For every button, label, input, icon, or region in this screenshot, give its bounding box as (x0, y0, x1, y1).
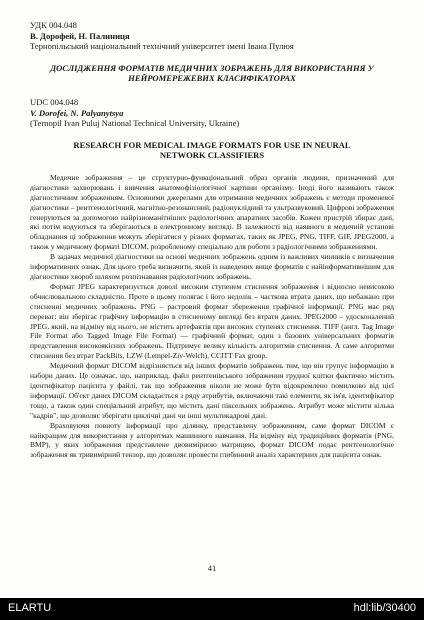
repository-footer (0, 598, 424, 620)
paragraph: Медичний формат DICOM відрізняється від інших форматів зображень тим, що він групує інформацію в набори даних. Це означає, що, наприклад, файл рентгенівського зображення грудної клітки фактично містить ідентифікатор пацієнта у файлі, так що зображення ніколи не може бути відокремлено помилково від цієї інформації. Об'єкт даних DICOM складається з ряду атрибутів, включаючи такі елементи, як ім'я, ідентифікатор тощо, а також один спеціальний атрибут, що містить дані піксельних зображень. Атрибут може містити кілька "кадрів", що дозволяє зберігати циклічні дані чи інші мультикадрові дані. (30, 361, 394, 420)
paragraph: Медичне зображення – це структурно-функціональний образ органів людини, призначений для діагностики захворювань і вивчення анатомофізіологічної картини організму. Іноді його називають також діагностичним зображенням. Основними джерелами для отримання медичних зображень є методи променевої діагностики – рентгенологічний, магнітно-резонансний, радіонуклідний та ультразвуковий. Цифрові зображення генеруються за допомогою найрізноманітніших радіологічних апаратних засобів. Кожен пристрій збирає дані, які потім кодуються та зберігаються в електронному вигляді. В залежності від наявного в медичній установі обладнання ці зображення можуть зберігатися у різних форматах, таких як JPEG, PNG, TIFF, GIF, JPEG2000, а також у медичному форматі DICOM, розробленому спеціально для роботи з радіологічними зображеннями. (30, 172, 394, 252)
body-text (30, 173, 394, 460)
paragraph: Враховуючи повноту інформації про ділянку, представлену зображенням, саме формат DICOM є найкращим для використання у алгоритмах машинного навчання. На відміну від традиційних форматів (PNG, BMP), у яких зображення представлене двовимірною матрицею, формат DICOM подає рентгенологічне зображення як тривимірний тензор, що дозволяє провести глибинний аналіз характерних для пацієнта ознак. (30, 420, 394, 460)
affiliation-en: (Ternopil Ivan Puluj National Technical University, Ukraine) (30, 118, 240, 129)
affiliation-ua: Тернопільський національний технічний університет імені Івана Пулюя (30, 41, 294, 52)
repository-name[interactable]: ELARTU (8, 602, 52, 614)
paragraph: В задачах медичної діагностики на основі медичних зображень одним із важливих чинників є визначення інформативних ознак. Для цього треба визначити, який із наведених вище форматів є найінформативнішим для діагностики хвороб шляхом розпізнавання радіологічних зображень. (30, 252, 394, 281)
page-content (30, 20, 394, 460)
title-en: RESEARCH FOR MEDICAL IMAGE FORMATS FOR USE IN NEURAL NETWORK CLASSIFIERS (73, 139, 351, 161)
page-number: 41 (207, 563, 217, 573)
udc-code-en: UDC 004.048 (30, 96, 79, 107)
udk-code-ua: УДК 004.048 (30, 20, 77, 30)
authors-en: V. Dorofei, N. Palyanytsya (30, 107, 124, 118)
paragraph: Формат JPEG характеризується доволі високим ступенем стиснення зображення і відносно невисокою обчислювальною складністю. Проте в цьому полягає і його недолік – часткова втрата даних, що небажано при стисненні медичних зображень. PNG – растровий формат збереження графічної інформації. PNG має ряд переваг: він зберігає графічну інформацію в стисненому вигляді без втрати даних. JPEG2000 – удосконалений JPEG, який, на відміну від нього, не містить артефактів при високих ступенях стиснення. TIFF (англ. Tag Image File Format або Tagged Image File Format) — графічний формат, один з базових універсальних форматів представлення високоякісних зображень. Підтримує велику кількість алгоритмів стиснення. А саме алгоритми стиснення без втрат PackBits, LZW (Lempel-Ziv-Welch), CCITT Fax group. (30, 281, 394, 361)
authors-ua: В. Дорофей, Н. Палиниця (30, 30, 130, 41)
title-ua: ДОСЛІДЖЕННЯ ФОРМАТІВ МЕДИЧНИХ ЗОБРАЖЕНЬ ДЛЯ ВИКОРИСТАННЯ У НЕЙРОМЕРЕЖЕВИХ КЛАСИФІКАТОРАХ (50, 62, 374, 84)
handle-id[interactable]: hdl:lib/30400 (353, 602, 416, 614)
